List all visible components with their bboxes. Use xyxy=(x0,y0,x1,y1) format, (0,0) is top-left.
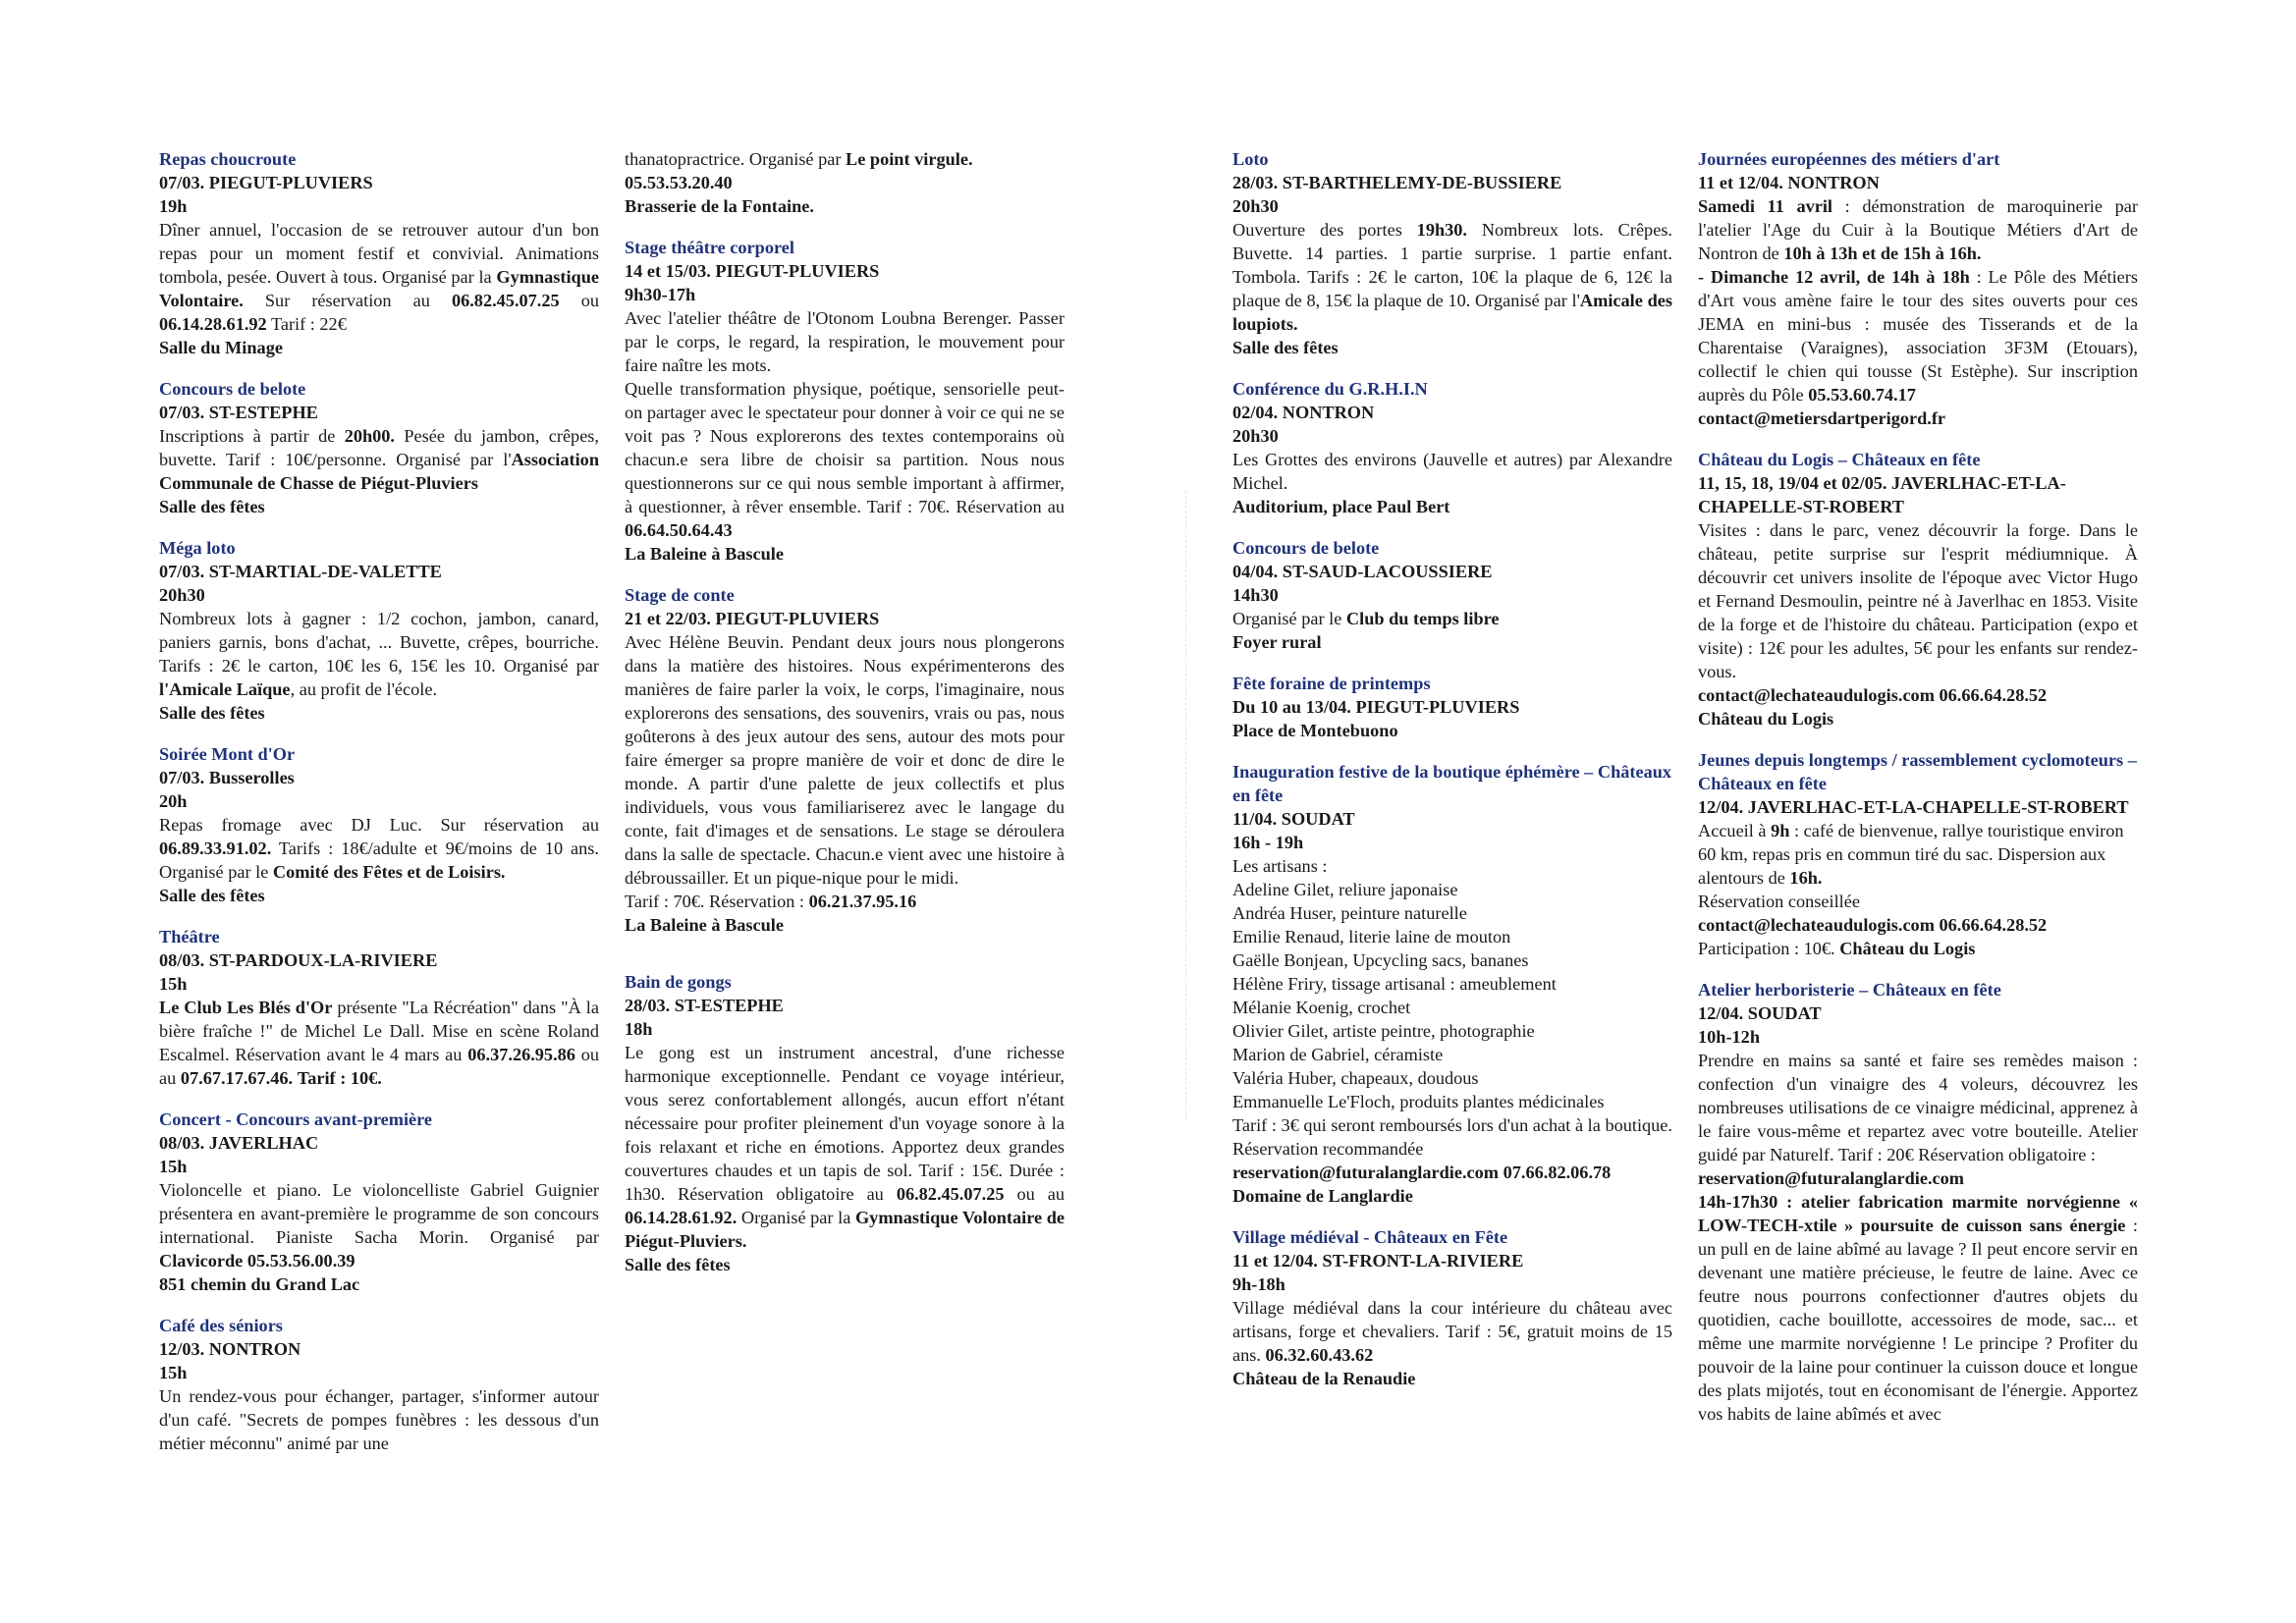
event-venue: Foyer rural xyxy=(1232,632,1322,652)
event-title: Fête foraine de printemps xyxy=(1232,674,1431,693)
event-time: 10h à 13h et de 15h à 16h. xyxy=(1783,243,1982,263)
event-venue: 851 chemin du Grand Lac xyxy=(159,1274,360,1294)
event-time: 15h xyxy=(159,1157,188,1176)
event-bain-de-gongs xyxy=(625,970,1065,1276)
event-title: Stage de conte xyxy=(625,585,735,605)
event-venue: Salle des fêtes xyxy=(1232,338,1339,357)
event-venue: Salle du Minage xyxy=(159,338,283,357)
event-description xyxy=(1698,819,2138,890)
organizer: Le Club Les Blés d'Or xyxy=(159,998,333,1017)
column-4 xyxy=(1698,147,2138,1443)
event-contact: reservation@futuralanglardie.com xyxy=(1698,1168,1965,1188)
phone-number: 06.21.37.95.16 xyxy=(808,892,917,911)
event-date: 07/03. Busserolles xyxy=(159,768,295,787)
event-venue: La Baleine à Bascule xyxy=(625,915,784,935)
description-text: Ouverture des portes xyxy=(1232,220,1402,240)
event-description xyxy=(1232,1296,1672,1367)
phone-number: 05.53.60.74.17 xyxy=(1808,385,1916,405)
price: Tarif : 70€. Réservation : xyxy=(625,892,805,911)
description-text: thanatopractrice. Organisé par xyxy=(625,149,842,169)
price: Tarif : 22€ xyxy=(270,314,347,334)
description-text: Le gong est un instrument ancestral, d'une richesse harmonique exceptionnelle. Pendant ce voyage intérieur, vous serez confortablement allongés, aucun effort n'étant nécessaire pour profiter pleinement d'un voyage sonore à la fois relaxant et riche en émotions. Apportez deux grandes couvertures chaudes et un tapis de sol. Tarif : 15€. Durée : 1h30. Réservation obligatoire au xyxy=(625,1043,1065,1204)
event-date: 11/04. SOUDAT xyxy=(1232,809,1355,829)
event-title: Journées européennes des métiers d'art xyxy=(1698,149,2000,169)
event-description: Visites : dans le parc, venez découvrir la forge. Dans le château, petite surprise sur l'esprit médiumnique. À découvrir cet univers insolite de l'époque avec Victor Hugo et Fernand Desmoulin, peintre né à Javerlhac en 1853. Visite de la forge et de l'histoire du château. Participation (expo et visite) : 12€ pour les adultes, 5€ pour les enfants sur rendez-vous. xyxy=(1698,520,2138,681)
event-venue: Place de Montebuono xyxy=(1232,721,1398,740)
event-title: Village médiéval - Châteaux en Fête xyxy=(1232,1227,1508,1247)
event-price xyxy=(1698,937,2138,960)
event-cafe-seniors-continued xyxy=(625,147,1065,218)
event-title: Jeunes depuis longtemps / rassemblement cyclomoteurs – Châteaux en fête xyxy=(1698,750,2137,793)
event-date: 04/04. ST-SAUD-LACOUSSIERE xyxy=(1232,562,1493,581)
event-description xyxy=(159,996,599,1090)
event-title: Concert - Concours avant-première xyxy=(159,1109,433,1129)
list-item: Olivier Gilet, artiste peintre, photographie xyxy=(1232,1021,1535,1041)
event-description: Prendre en mains sa santé et faire ses remèdes maison : confection d'un vinaigre des 4 voleurs, découvrez les nombreuses utilisations de ce vinaigre médicinal, apprenez à le faire vous-même et repartez avec votre bouteille. Atelier guidé par Naturelf. Tarif : 20€ Réservation obligatoire : xyxy=(1698,1051,2138,1164)
organizer: Le point virgule. xyxy=(846,149,973,169)
page-fold-line xyxy=(1185,491,1187,1119)
day-label: Samedi 11 avril xyxy=(1698,196,1833,216)
list-item: Valéria Huber, chapeaux, doudous xyxy=(1232,1068,1479,1088)
event-chateau-du-logis xyxy=(1698,448,2138,730)
event-contact: reservation@futuralanglardie.com 07.66.82.06.78 xyxy=(1232,1163,1612,1182)
phone-number: 06.82.45.07.25 xyxy=(896,1184,1005,1204)
event-contact: contact@lechateaudulogis.com 06.66.64.28.52 xyxy=(1698,915,2048,935)
event-time: 14h30 xyxy=(1232,585,1279,605)
event-time: 16h. xyxy=(1789,868,1823,888)
event-description xyxy=(625,147,1065,171)
event-date: 08/03. ST-PARDOUX-LA-RIVIERE xyxy=(159,950,438,970)
event-date: 07/03. ST-ESTEPHE xyxy=(159,403,318,422)
event-title: Théâtre xyxy=(159,927,220,947)
event-date: 11, 15, 18, 19/04 et 02/05. JAVERLHAC-ET-LA-CHAPELLE-ST-ROBERT xyxy=(1698,473,2066,516)
event-stage-de-conte xyxy=(625,583,1065,937)
event-conference-grhin xyxy=(1232,377,1672,518)
description-text: Organisé par le xyxy=(1232,609,1342,628)
list-item: Adeline Gilet, reliure japonaise xyxy=(1232,880,1458,899)
list-item: Gaëlle Bonjean, Upcycling sacs, bananes xyxy=(1232,950,1529,970)
event-time: 15h xyxy=(159,1363,188,1382)
event-title: Soirée Mont d'Or xyxy=(159,744,296,764)
description-text: : Le Pôle des Métiers d'Art vous amène faire le tour des sites ouverts pour ces JEMA en mini-bus : musée des Tisserands et de la Charentaise (Varaignes), association 3F3M (Etouars), collectif le chien qui tousse (St Estèphe). Sur inscription auprès du Pôle xyxy=(1698,267,2138,405)
event-venue: La Baleine à Bascule xyxy=(625,544,784,564)
event-title: Méga loto xyxy=(159,538,236,558)
list-item: Mélanie Koenig, crochet xyxy=(1232,998,1411,1017)
event-time: 16h - 19h xyxy=(1232,833,1304,852)
description-text: Quelle transformation physique, poétique, sensorielle peut-on partager avec le spectateur pour donner à voir ce qui ne se voit pas ? Nous explorerons des textes contemporains où chacun.e sera libre de choisir sa partition. Nous nous questionnerons sur ce qui nous semble important à affirmer, à questionner, à rêver ensemble. Tarif : 70€. Réservation au xyxy=(625,379,1065,516)
event-title: Repas choucroute xyxy=(159,149,297,169)
list-item: Emmanuelle Le'Floch, produits plantes médicinales xyxy=(1232,1092,1605,1111)
description-text: Sur réservation au xyxy=(264,291,430,310)
event-title: Loto xyxy=(1232,149,1269,169)
event-title: Bain de gongs xyxy=(625,972,732,992)
event-rassemblement-cyclomoteurs xyxy=(1698,748,2138,960)
description-text: Inscriptions à partir de xyxy=(159,426,336,446)
event-loto xyxy=(1232,147,1672,359)
event-title: Atelier herboristerie – Châteaux en fête xyxy=(1698,980,2001,1000)
event-description xyxy=(159,1178,599,1272)
event-title: Concours de belote xyxy=(1232,538,1380,558)
description-text: présente "La Récréation" dans "À la bière fraîche !" de Michel Le Dall. Mise en scène Roland Escalmel. Réservation avant le 4 mars au xyxy=(159,998,599,1064)
organizer: Club du temps libre xyxy=(1345,609,1500,628)
description-text: Dîner annuel, l'occasion de se retrouver autour d'un bon repas pour un moment festif et convivial. Animations tombola, pesée. Ouvert à tous. Organisé par la xyxy=(159,220,599,287)
event-description xyxy=(1232,607,1672,630)
event-mega-loto xyxy=(159,536,599,725)
event-date: 07/03. PIEGUT-PLUVIERS xyxy=(159,173,373,192)
description-text: : un pull en de laine abîmé au lavage ? Il peut encore servir en devenant une matière précieuse, le feutre de laine. Avec ce feutre nous pourrons confectionner d'autres objets du quotidien, cache bouillotte, accessoires de mode, sac... et même une marmite norvégienne ! Le principe ? Profiter du pouvoir de la laine pour continuer la cuisson douce et longue des plats mijotés, tout en économisant de l'énergie. Apportez vos habits de laine abîmés et avec xyxy=(1698,1216,2138,1424)
phone-number: 07.67.17.67.46. xyxy=(180,1068,294,1088)
event-date: 11 et 12/04. ST-FRONT-LA-RIVIERE xyxy=(1232,1251,1524,1271)
event-concours-belote xyxy=(159,377,599,518)
list-item: Hélène Friry, tissage artisanal : ameublement xyxy=(1232,974,1557,994)
event-date: 21 et 22/03. PIEGUT-PLUVIERS xyxy=(625,609,880,628)
event-description xyxy=(159,218,599,336)
connector-text: ou au xyxy=(159,1045,600,1088)
event-title: Concours de belote xyxy=(159,379,306,399)
event-time: 10h-12h xyxy=(1698,1027,1760,1047)
event-date: Du 10 au 13/04. PIEGUT-PLUVIERS xyxy=(1232,697,1520,717)
event-atelier-herboristerie xyxy=(1698,978,2138,1426)
event-title: Stage théâtre corporel xyxy=(625,238,794,257)
description-text: : démonstration de maroquinerie par l'atelier l'Age du Cuir à la Boutique Métiers d'Art de Nontron de xyxy=(1698,196,2138,263)
workshop-title: 14h-17h30 : atelier fabrication marmite norvégienne « LOW-TECH-xtile » poursuite de cuisson sans énergie xyxy=(1698,1192,2138,1235)
event-description xyxy=(1698,194,2138,265)
price: Participation : 10€. xyxy=(1698,939,1835,958)
event-contact: contact@lechateaudulogis.com 06.66.64.28.52 xyxy=(1698,685,2048,705)
event-date: 12/04. SOUDAT xyxy=(1698,1003,1822,1023)
organizer: Comité des Fêtes et de Loisirs. xyxy=(272,862,506,882)
event-time: 20h xyxy=(159,791,188,811)
booking-note: Réservation conseillée xyxy=(1698,892,1860,911)
event-venue: Domaine de Langlardie xyxy=(1232,1186,1413,1206)
list-item: Marion de Gabriel, céramiste xyxy=(1232,1045,1444,1064)
event-contact: contact@metiersdartperigord.fr xyxy=(1698,408,1946,428)
event-description: Les Grottes des environs (Jauvelle et autres) par Alexandre Michel. xyxy=(1232,450,1672,493)
description-text: Accueil à xyxy=(1698,821,1767,840)
event-title: Inauguration festive de la boutique éphémère – Châteaux en fête xyxy=(1232,762,1672,805)
event-time: 9h-18h xyxy=(1232,1274,1285,1294)
event-venue: Salle des fêtes xyxy=(159,886,265,905)
event-village-medieval xyxy=(1232,1225,1672,1390)
column-2 xyxy=(625,147,1065,1294)
event-venue: Château de la Renaudie xyxy=(1232,1369,1416,1388)
description-text: Tarifs : 18€/adulte et 9€/moins de 10 ans. Organisé par le xyxy=(159,839,599,882)
phone-number: 06.14.28.61.92 xyxy=(159,314,267,334)
event-cafe-seniors xyxy=(159,1314,599,1455)
event-description xyxy=(1698,265,2138,406)
description-text: , au profit de l'école. xyxy=(290,679,438,699)
description-text: Violoncelle et piano. Le violoncelliste Gabriel Guignier présentera en avant-première le programme de son concours international. Pianiste Sacha Morin. Organisé par xyxy=(159,1180,599,1247)
organizer: Association Communale de Chasse de Piégut-Pluviers xyxy=(159,450,599,493)
list-item: Andréa Huser, peinture naturelle xyxy=(1232,903,1467,923)
description-text: Nombreux lots à gagner : 1/2 cochon, jambon, canard, paniers garnis, bons d'achat, ... Buvette, crêpes, bourriche. Tarifs : 2€ le carton, 10€ les 6, 15€ les 10. Organisé par xyxy=(159,609,599,676)
phone-number: 06.32.60.43.62 xyxy=(1265,1345,1374,1365)
phone-number: 06.89.33.91.02. xyxy=(159,839,272,858)
connector-text: ou au xyxy=(1016,1184,1065,1204)
event-theatre xyxy=(159,925,599,1090)
list-item: Emilie Renaud, literie laine de mouton xyxy=(1232,927,1511,947)
event-description xyxy=(159,813,599,884)
event-concert-avant-premiere xyxy=(159,1108,599,1296)
event-date: 11 et 12/04. NONTRON xyxy=(1698,173,1880,192)
organizer: l'Amicale Laïque xyxy=(159,679,291,699)
connector-text: ou xyxy=(580,291,599,310)
event-journees-metiers-art xyxy=(1698,147,2138,430)
event-soiree-mont-dor xyxy=(159,742,599,907)
event-date: 08/03. JAVERLHAC xyxy=(159,1133,319,1153)
event-date: 14 et 15/03. PIEGUT-PLUVIERS xyxy=(625,261,880,281)
event-venue: Salle des fêtes xyxy=(159,497,265,516)
event-description: Avec l'atelier théâtre de l'Otonom Loubna Berenger. Passer par le corps, le regard, la respiration, le mouvement pour faire naître les mots. xyxy=(625,308,1065,375)
event-venue: Brasserie de la Fontaine. xyxy=(625,196,814,216)
event-date: 02/04. NONTRON xyxy=(1232,403,1375,422)
artisans-intro: Les artisans : xyxy=(1232,856,1328,876)
event-time: 9h30-17h xyxy=(625,285,696,304)
description-text: Pesée du jambon, crêpes, buvette. Tarif : 10€/personne. Organisé par l' xyxy=(159,426,599,469)
description-text: Organisé par la xyxy=(740,1208,851,1227)
event-time: 20h30 xyxy=(1232,196,1279,216)
event-time: 20h00. xyxy=(344,426,396,446)
description-text: Village médiéval dans la cour intérieure du château avec artisans, forge et chevaliers. Tarif : 5€, gratuit moins de 15 ans. xyxy=(1232,1298,1672,1365)
description-text: : café de bienvenue, rallye touristique environ 60 km, repas pris en commun tiré du sac. Dispersion aux alentours de xyxy=(1698,821,2124,888)
event-description xyxy=(1698,1190,2138,1426)
event-title: Château du Logis – Châteaux en fête xyxy=(1698,450,1981,469)
event-venue: Salle des fêtes xyxy=(625,1255,731,1274)
column-1 xyxy=(159,147,599,1473)
event-fete-foraine xyxy=(1232,672,1672,742)
event-description: Un rendez-vous pour échanger, partager, s'informer autour d'un café. "Secrets de pompes funèbres : les dessous d'un métier méconnu" animé par une xyxy=(159,1386,599,1453)
event-price xyxy=(625,890,1065,913)
description-text: Repas fromage avec DJ Luc. Sur réservation au xyxy=(159,815,599,835)
event-venue: Salle des fêtes xyxy=(159,703,265,723)
event-price: Tarif : 3€ qui seront remboursés lors d'un achat à la boutique. Réservation recommandée xyxy=(1232,1115,1672,1159)
event-description xyxy=(1232,218,1672,336)
event-title: Conférence du G.R.H.I.N xyxy=(1232,379,1428,399)
event-concours-belote-2 xyxy=(1232,536,1672,654)
event-time: 15h xyxy=(159,974,188,994)
event-date: 12/03. NONTRON xyxy=(159,1339,301,1359)
organizer: Gymnastique Volontaire. xyxy=(159,267,599,310)
event-date: 28/03. ST-BARTHELEMY-DE-BUSSIERE xyxy=(1232,173,1562,192)
event-date: 12/04. JAVERLHAC-ET-LA-CHAPELLE-ST-ROBERT xyxy=(1698,797,2129,817)
event-description xyxy=(159,607,599,701)
event-description xyxy=(159,424,599,495)
phone-number: 06.64.50.64.43 xyxy=(625,520,733,540)
event-venue: Auditorium, place Paul Bert xyxy=(1232,497,1450,516)
artisans-list xyxy=(1232,878,1672,1113)
organizer: Gymnastique Volontaire de Piégut-Pluviers. xyxy=(625,1208,1066,1251)
event-venue: Château du Logis xyxy=(1698,709,1834,729)
event-time: 20h30 xyxy=(1232,426,1279,446)
event-time: 18h xyxy=(625,1019,653,1039)
event-repas-choucroute xyxy=(159,147,599,359)
event-inauguration-boutique xyxy=(1232,760,1672,1208)
phone-number: 06.37.26.95.86 xyxy=(467,1045,575,1064)
event-date: 28/03. ST-ESTEPHE xyxy=(625,996,784,1015)
event-time: 9h xyxy=(1771,821,1790,840)
organizer: Clavicorde 05.53.56.00.39 xyxy=(159,1251,355,1271)
column-3 xyxy=(1232,147,1672,1408)
phone-number: 05.53.53.20.40 xyxy=(625,173,733,192)
event-title: Café des séniors xyxy=(159,1316,283,1335)
organizer: Amicale des loupiots. xyxy=(1232,291,1672,334)
event-date: 07/03. ST-MARTIAL-DE-VALETTE xyxy=(159,562,442,581)
event-description xyxy=(625,1041,1065,1253)
event-venue: Château du Logis xyxy=(1839,939,1976,958)
phone-number: 06.14.28.61.92. xyxy=(625,1208,738,1227)
event-time: 19h30. xyxy=(1416,220,1467,240)
description-text: Nombreux lots. Crêpes. Buvette. 14 parties. 1 partie surprise. 1 partie enfant. Tombola. Tarifs : 2€ le carton, 10€ la plaque de 6, 12€ la plaque de 8, 15€ la plaque de 10. Organisé par l' xyxy=(1232,220,1672,310)
phone-number: 06.82.45.07.25 xyxy=(451,291,560,310)
day-label: - Dimanche 12 avril, de 14h à 18h xyxy=(1698,267,1970,287)
event-stage-theatre-corporel xyxy=(625,236,1065,566)
event-description: Avec Hélène Beuvin. Pendant deux jours nous plongerons dans la matière des histoires. Nous expérimenterons des manières de faire parler la voix, le corps, l'imaginaire, nous explorerons des sensations, des souvenirs, vrais ou pas, nous goûterons à des jeux autour des sens, autour des mots pour faire émerger sa propre manière de voir et donc de dire le monde. A partir d'une palette de jeux collectifs et plus individuels, vous vous familiariserez avec le langage du conte, fait d'images et de sensations. Le stage se déroulera dans la salle de spectacle. Chacun.e vient avec une histoire à débroussailler. Et un pique-nique pour le midi. xyxy=(625,632,1065,888)
event-time: 19h xyxy=(159,196,188,216)
event-time: 20h30 xyxy=(159,585,205,605)
price: Tarif : 10€. xyxy=(297,1068,382,1088)
event-description xyxy=(625,377,1065,542)
